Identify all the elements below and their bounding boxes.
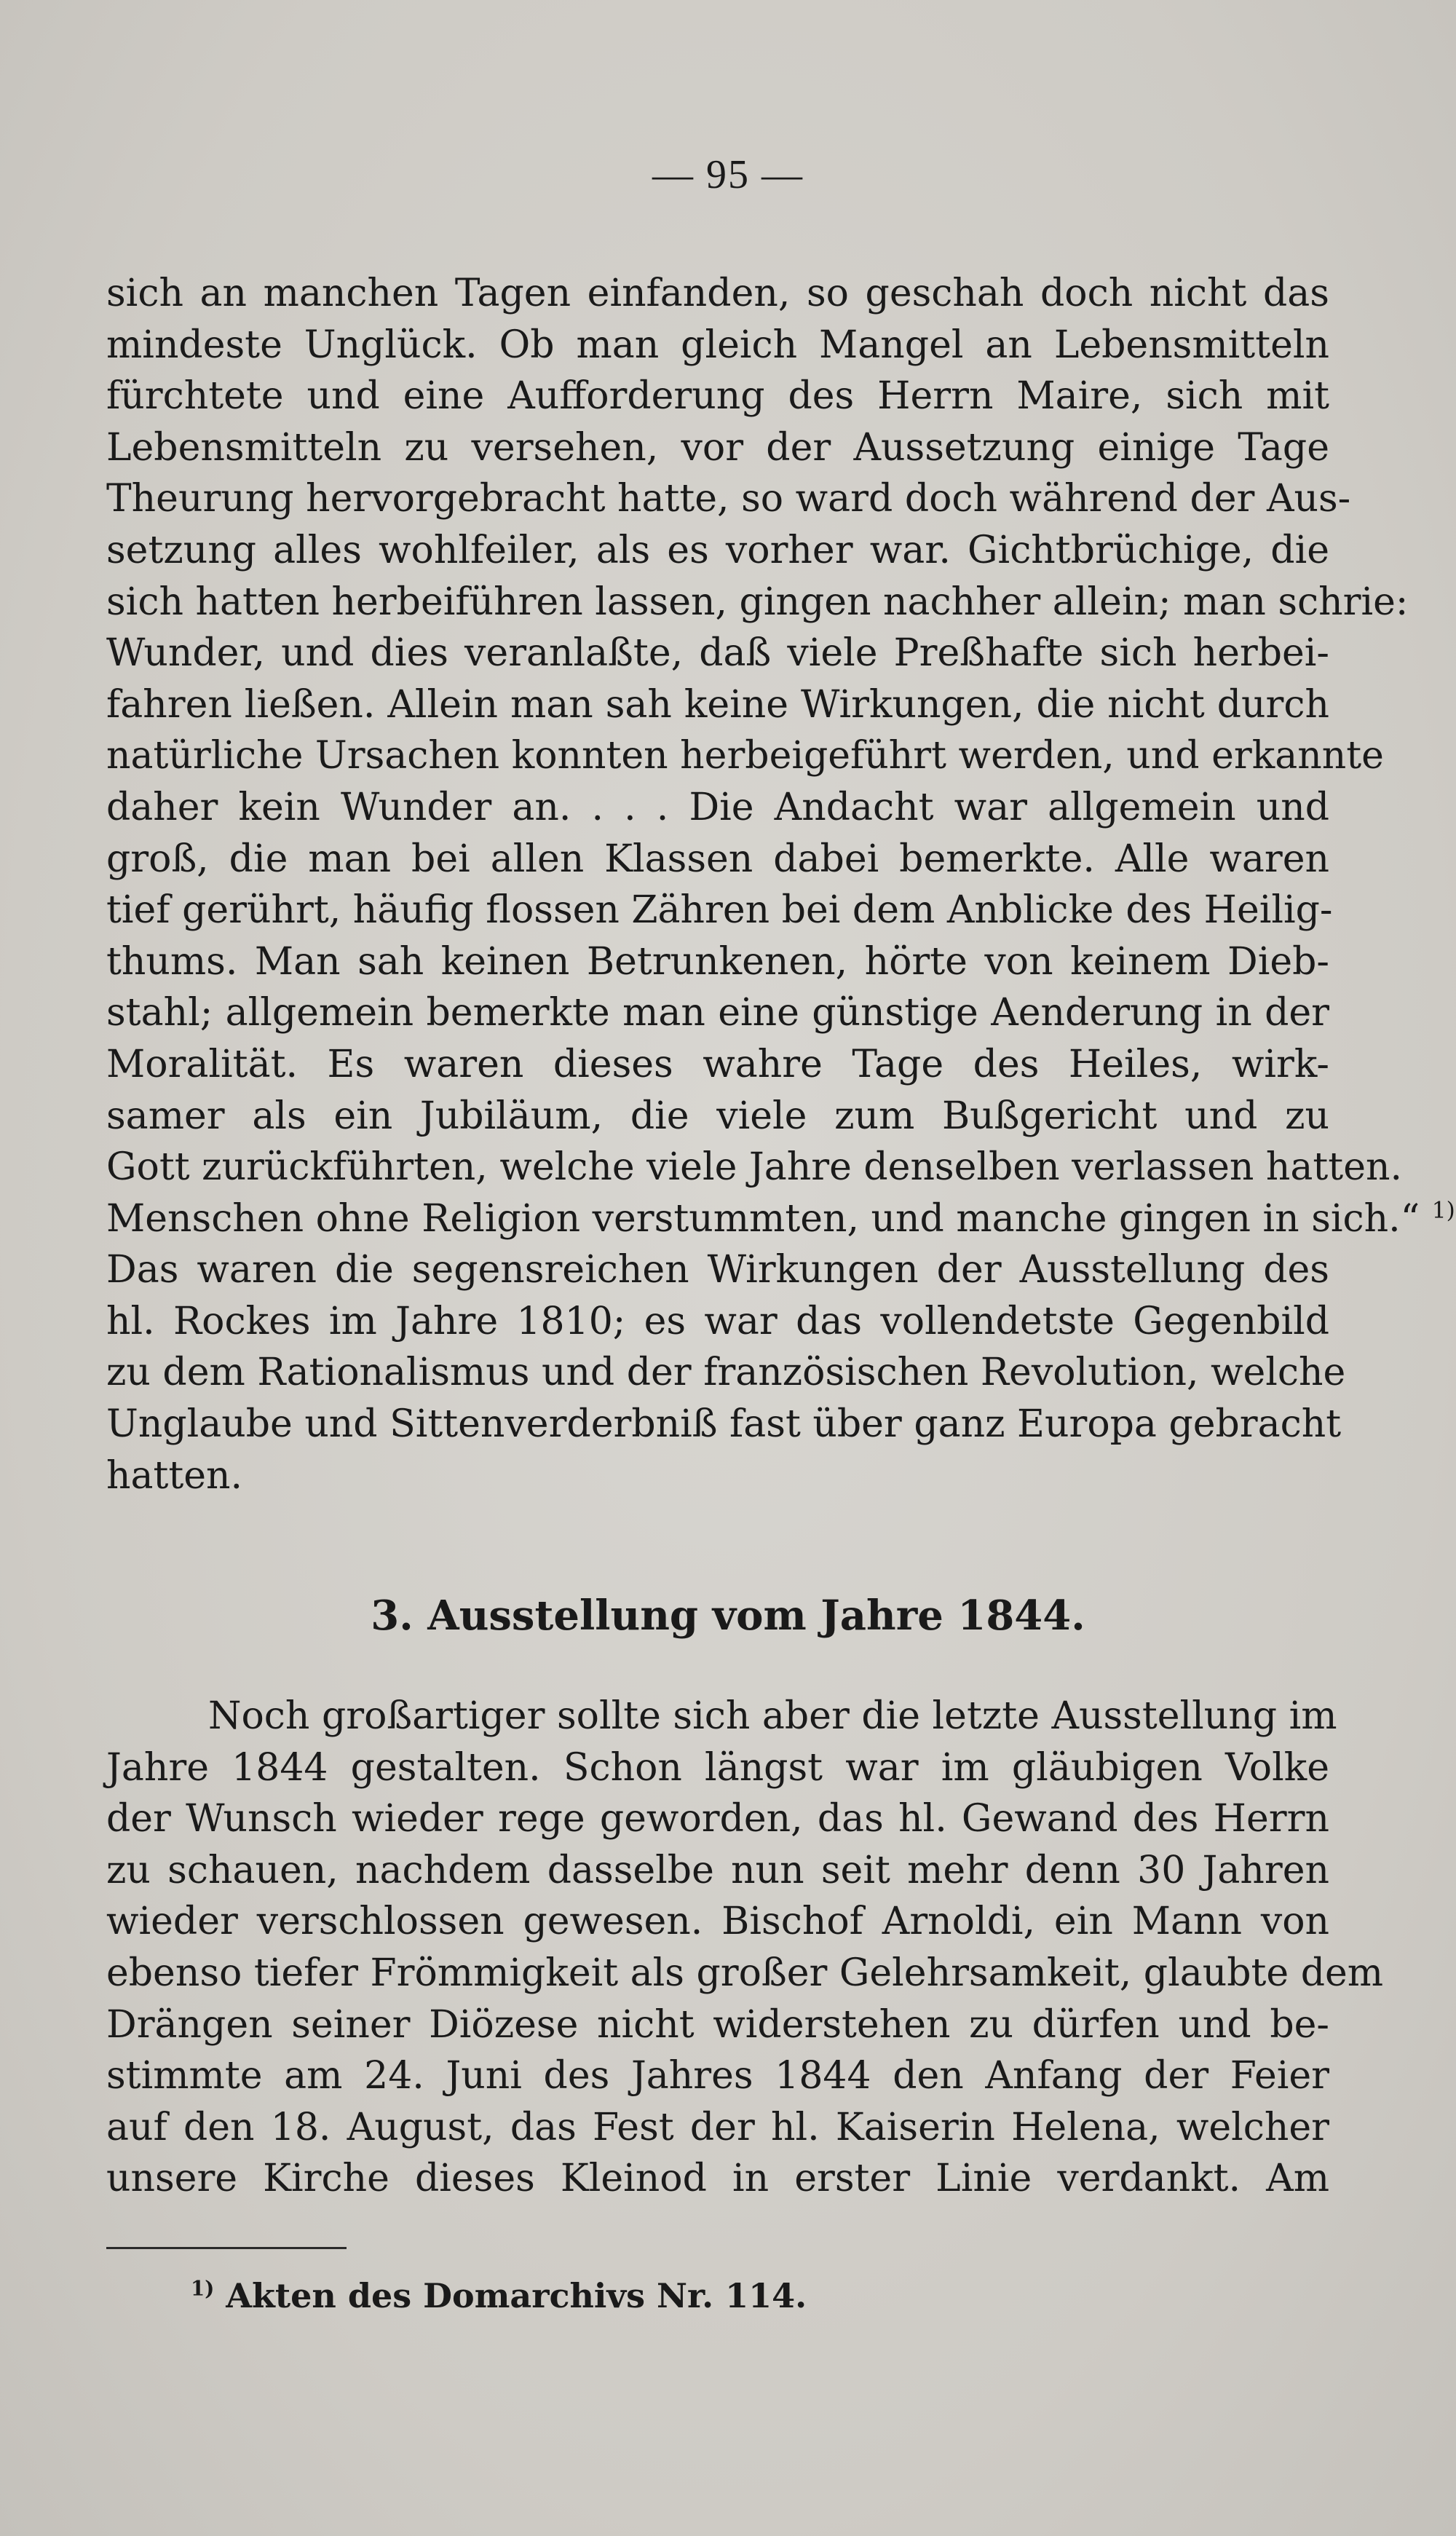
page-number: — 95 — xyxy=(652,152,804,197)
text-line: Jahre 1844 gestalten. Schon längst war im gläubigen Volke xyxy=(106,1745,1329,1790)
footnote-reference: 1) xyxy=(1431,1197,1455,1224)
text-line: fürchtete und eine Aufforderung des Herrn Maire, sich mit xyxy=(106,374,1329,419)
text-line: wieder verschlossen gewesen. Bischof Arnoldi, ein Mann von xyxy=(106,1900,1329,1944)
text-line-content: Menschen ohne Religion verstummten, und manche gingen in sich.“ xyxy=(106,1196,1420,1241)
footnote-text: Akten des Domarchivs Nr. 114. xyxy=(226,2276,807,2315)
paragraph-two xyxy=(106,1691,1384,2205)
text-line: tief gerührt, häufig flossen Zähren bei dem Anblicke des Heilig- xyxy=(106,888,1333,933)
section-heading: 3. Ausstellung vom Jahre 1844. xyxy=(371,1592,1085,1640)
text-line: groß, die man bei allen Klassen dabei bemerkte. Alle waren xyxy=(106,837,1329,881)
text-line: stahl; allgemein bemerkte man eine günstige Aenderung in der xyxy=(106,991,1329,1035)
text-line: Moralität. Es waren dieses wahre Tage des Heiles, wirk- xyxy=(106,1042,1329,1086)
paragraph-one xyxy=(106,268,1455,1501)
text-line: der Wunsch wieder rege geworden, das hl. Gewand des Herrn xyxy=(106,1797,1329,1841)
text-line: Lebensmitteln zu versehen, vor der Aussetzung einige Tage xyxy=(106,425,1329,470)
text-line: daher kein Wunder an. . . . Die Andacht war allgemein und xyxy=(106,785,1329,829)
footnote xyxy=(191,2276,807,2315)
text-line: sich hatten herbeiführen lassen, gingen nachher allein; man schrie: xyxy=(106,580,1409,624)
text-line: Theurung hervorgebracht hatte, so ward doch während der Aus- xyxy=(106,477,1351,521)
text-line: Drängen seiner Diözese nicht widerstehen zu dürfen und be- xyxy=(106,2002,1329,2047)
text-line: fahren ließen. Allein man sah keine Wirkungen, die nicht durch xyxy=(106,682,1329,727)
text-line: setzung alles wohlfeiler, als es vorher war. Gichtbrüchige, die xyxy=(106,528,1329,572)
text-line: thums. Man sah keinen Betrunkenen, hörte von keinem Dieb- xyxy=(106,939,1329,984)
text-line-with-footnote xyxy=(106,1193,1455,1245)
text-line: hl. Rockes im Jahre 1810; es war das vollendetste Gegenbild xyxy=(106,1299,1329,1343)
text-line: natürliche Ursachen konnten herbeigeführt werden, und erkannte xyxy=(106,734,1384,778)
text-line: ebenso tiefer Frömmigkeit als großer Gelehrsamkeit, glaubte dem xyxy=(106,1951,1384,1995)
text-line: hatten. xyxy=(106,1453,243,1498)
text-line: Das waren die segensreichen Wirkungen der Ausstellung des xyxy=(106,1248,1329,1292)
text-line: zu dem Rationalismus und der französischen Revolution, welche xyxy=(106,1351,1346,1395)
text-line: zu schauen, nachdem dasselbe nun seit mehr denn 30 Jahren xyxy=(106,1848,1329,1892)
text-line: sich an manchen Tagen einfanden, so geschah doch nicht das xyxy=(106,272,1329,315)
text-line: mindeste Unglück. Ob man gleich Mangel an Lebensmitteln xyxy=(106,323,1329,367)
text-line: unsere Kirche dieses Kleinod in erster Linie verdankt. Am xyxy=(106,2157,1329,2201)
text-line: Gott zurückführten, welche viele Jahre denselben verlassen hatten. xyxy=(106,1145,1402,1190)
text-line: Unglaube und Sittenverderbniß fast über ganz Europa gebracht xyxy=(106,1402,1342,1447)
text-line: stimmte am 24. Juni des Jahres 1844 den Anfang der Feier xyxy=(106,2054,1329,2098)
text-line: Noch großartiger sollte sich aber die letzte Ausstellung im xyxy=(208,1694,1337,1738)
text-line: Wunder, und dies veranlaßte, daß viele Preßhafte sich herbei- xyxy=(106,631,1329,676)
footnote-divider xyxy=(106,2247,347,2249)
footnote-marker: 1) xyxy=(191,2276,215,2301)
text-line: samer als ein Jubiläum, die viele zum Bußgericht und zu xyxy=(106,1094,1329,1138)
text-line: auf den 18. August, das Fest der hl. Kaiserin Helena, welcher xyxy=(106,2105,1329,2149)
